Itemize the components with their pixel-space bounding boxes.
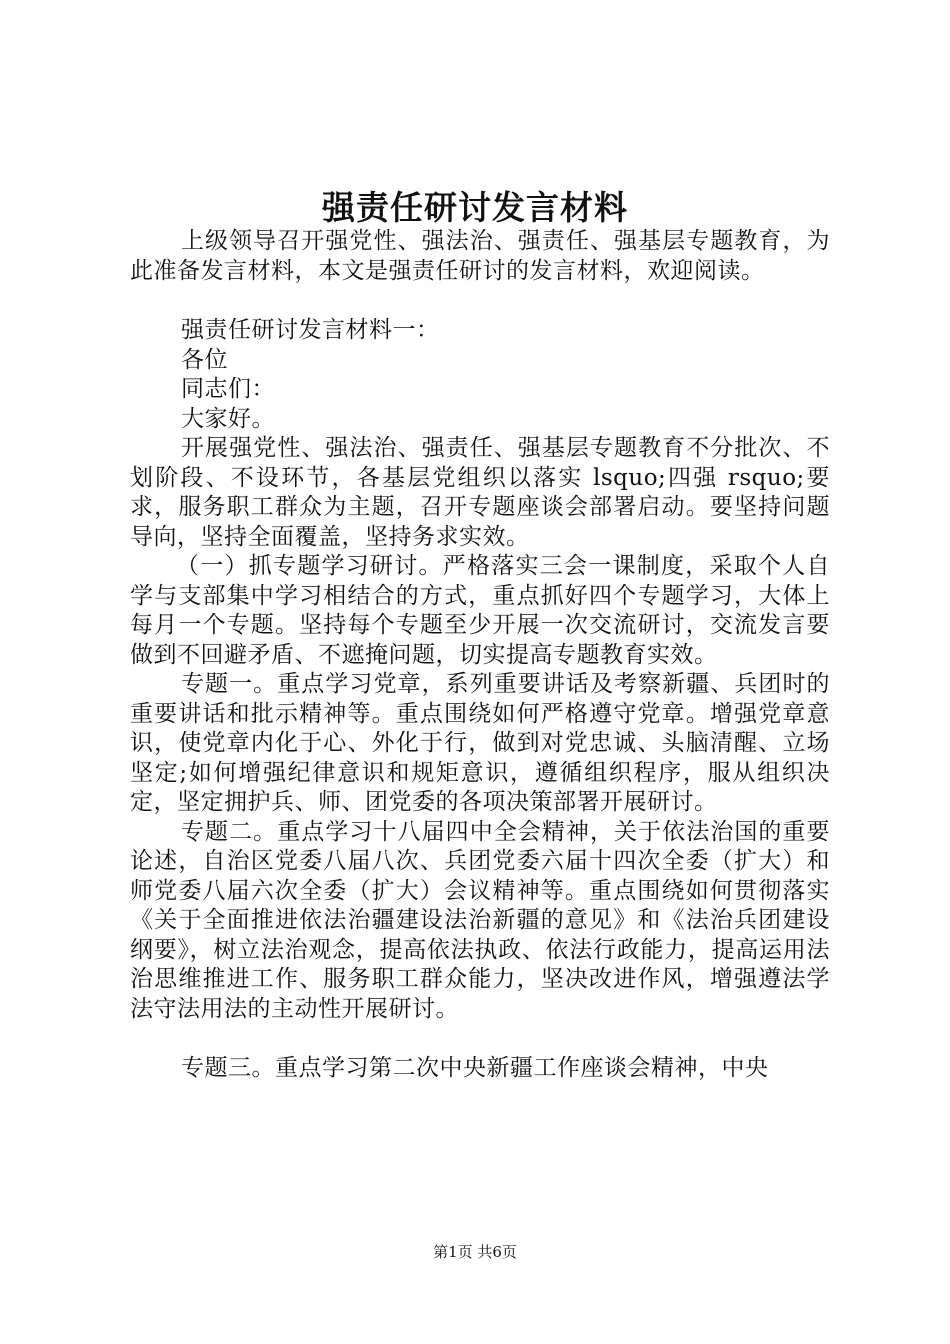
body-paragraph: （一）抓专题学习研讨。严格落实三会一课制度，采取个人自学与支部集中学习相结合的方式，重点抓好四个专题学习，大体上每月一个专题。坚持每个专题至少开展一次交流研讨，交流发言要做到不回避矛盾、不遮掩问题，切实提高专题教育实效。 [130, 553, 830, 668]
section-heading: 强责任研讨发言材料一： [181, 317, 440, 343]
salutation-line-2: 同志们： [181, 376, 275, 402]
paragraph-gap [130, 1024, 830, 1054]
intro-paragraph: 上级领导召开强党性、强法治、强责任、强基层专题教育，为此准备发言材料，本文是强责任研讨的发言材料，欢迎阅读。 [130, 228, 830, 284]
salutation-line-1: 各位 [181, 346, 228, 373]
page-footer: 第1页 共6页 [433, 1243, 517, 1261]
greeting-line: 大家好。 [181, 405, 275, 432]
body-paragraph: 专题一。重点学习党章，系列重要讲话及考察新疆、兵团时的重要讲话和批示精神等。重点围绕如何严格遵守党章。增强党章意识，使党章内化于心、外化于行，做到对党忠诚、头脑清醒、立场坚定;如何增强纪律意识和规矩意识，遵循组织程序，服从组织决定，坚定拥护兵、师、团党委的各项决策部署开展研讨。 [130, 671, 830, 815]
document-body [130, 227, 830, 1084]
paragraph-gap [130, 286, 830, 316]
body-paragraph: 专题三。重点学习第二次中央新疆工作座谈会精神，中央 [181, 1055, 769, 1081]
body-paragraph: 专题二。重点学习十八届四中全会精神，关于依法治国的重要论述，自治区党委八届八次、兵团党委六届十四次全委（扩大）和师党委八届六次全委（扩大）会议精神等。重点围绕如何贯彻落实《关于全面推进依法治疆建设法治新疆的意见》和《法治兵团建设纲要》，树立法治观念，提高依法执政、依法行政能力，提高运用法治思维推进工作、服务职工群众能力，坚决改进作风，增强遵法学法守法用法的主动性开展研讨。 [130, 818, 830, 1022]
document-title: 强责任研讨发言材料 [322, 188, 628, 227]
body-paragraph: 开展强党性、强法治、强责任、强基层专题教育不分批次、不划阶段、不设环节，各基层党组织以落实 lsquo;四强 rsquo;要求，服务职工群众为主题，召开专题座谈会部署启动。要坚持问题导向，坚持全面覆盖，坚持务求实效。 [130, 435, 830, 550]
